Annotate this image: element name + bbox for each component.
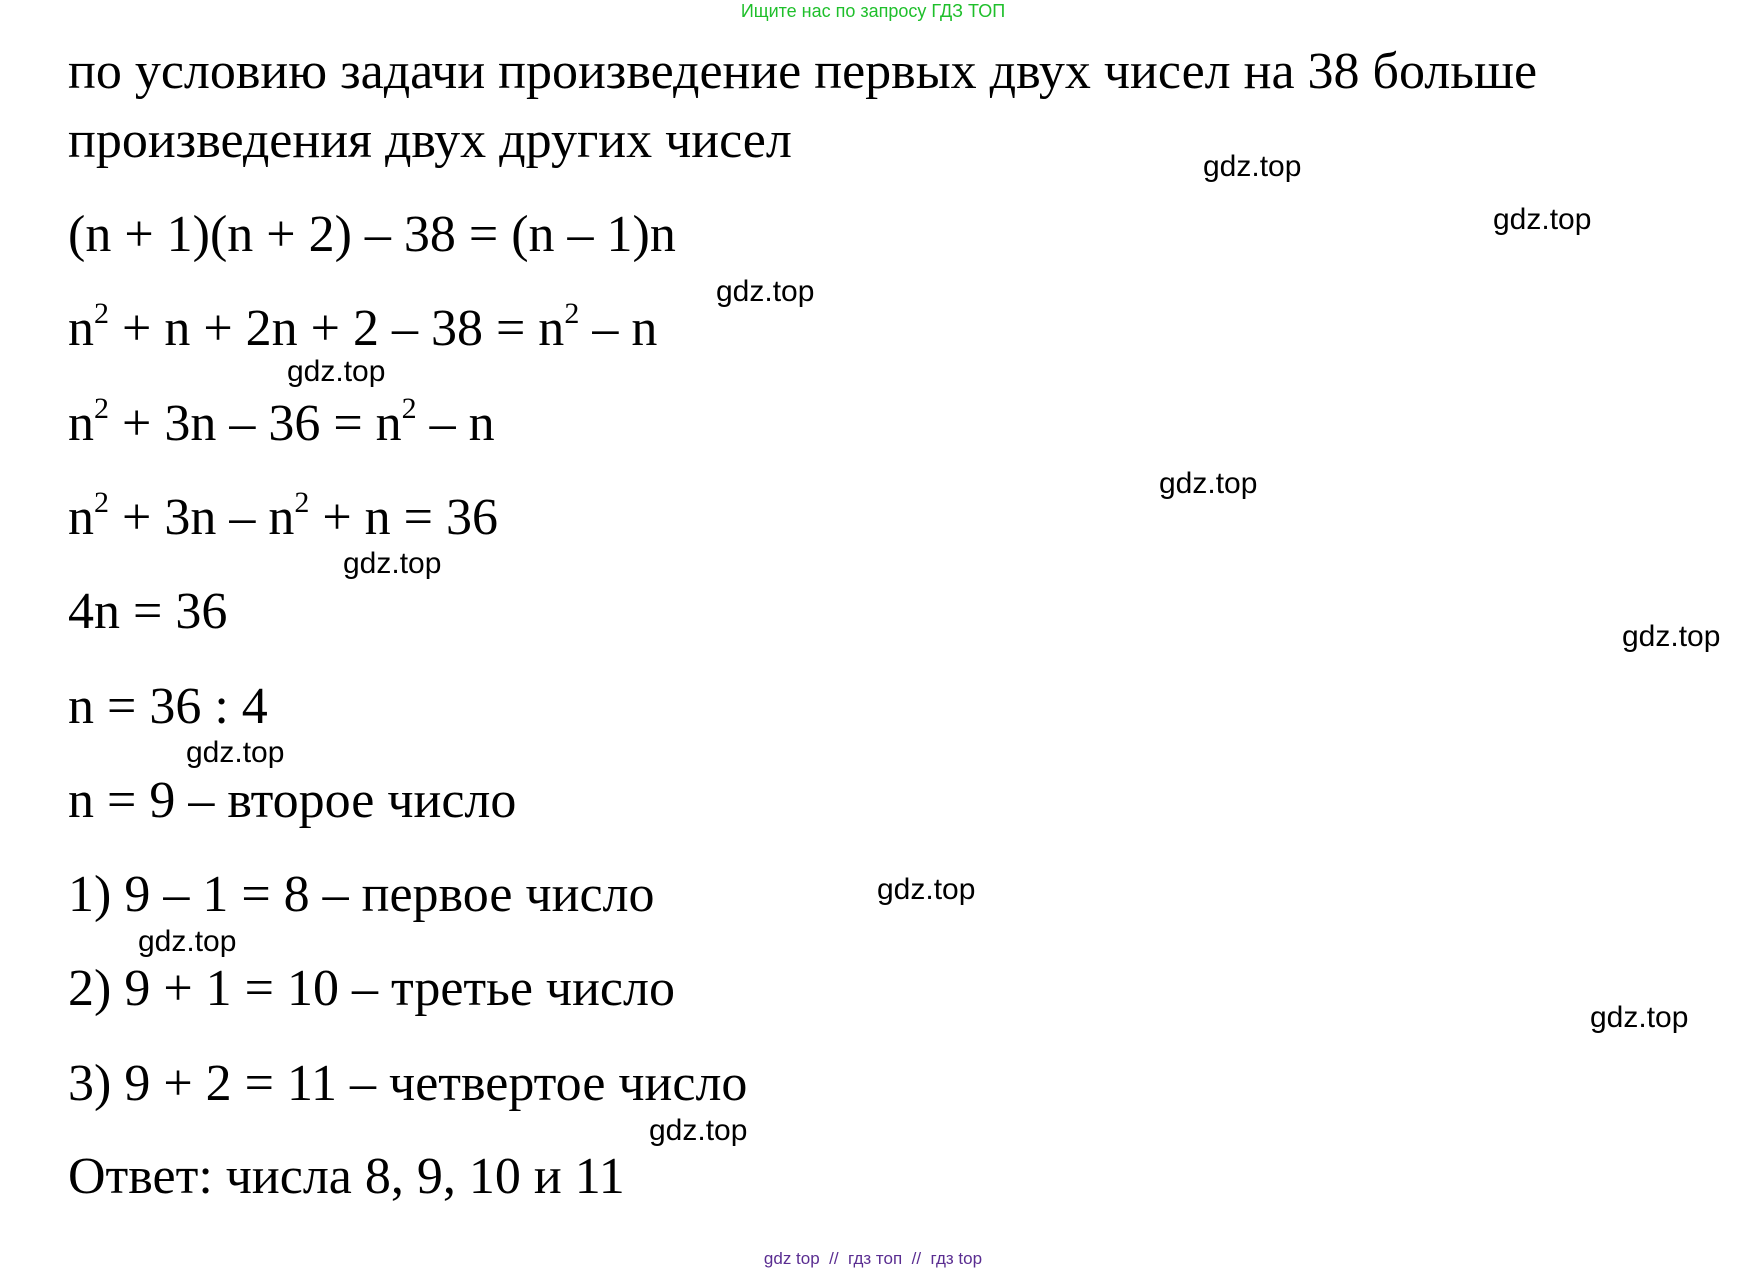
watermark: gdz.top (186, 736, 285, 769)
equation-1: (n + 1)(n + 2) – 38 = (n – 1)n (68, 206, 676, 263)
equation-2-exponent: 2 (94, 297, 109, 330)
search-hint-banner: Ищите нас по запросу ГДЗ ТОП (740, 1, 1006, 21)
equation-2-end: – n (579, 300, 658, 357)
step-2: 2) 9 + 1 = 10 – третье число (68, 960, 675, 1017)
watermark: gdz.top (1159, 467, 1258, 500)
equation-4-exponent: 2 (94, 486, 109, 519)
watermark: gdz.top (1203, 150, 1302, 183)
watermark: gdz.top (1493, 203, 1592, 236)
intro-line-2: произведения двух других чисел (68, 112, 792, 169)
equation-2-term: n (68, 300, 94, 357)
watermark: gdz.top (649, 1114, 748, 1147)
step-1: 1) 9 – 1 = 8 – первое число (68, 866, 655, 923)
equation-7: n = 9 – второе число (68, 772, 517, 829)
watermark: gdz.top (1622, 620, 1721, 653)
equation-2-exponent: 2 (564, 297, 580, 330)
equation-4-exponent: 2 (294, 486, 310, 519)
equation-2 (68, 298, 657, 360)
step-3: 3) 9 + 2 = 11 – четвертое число (68, 1055, 748, 1112)
footer-separator: // (911, 1249, 922, 1268)
equation-3-end: – n (416, 395, 495, 452)
equation-4-term: n (68, 489, 94, 546)
equation-4-middle: + 3n – n (109, 489, 295, 546)
equation-4 (68, 487, 498, 549)
footer-link-gdz-top-ru[interactable]: гдз топ (848, 1249, 903, 1268)
equation-6: n = 36 : 4 (68, 678, 268, 735)
footer-separator: // (829, 1249, 839, 1268)
equation-3-exponent: 2 (401, 392, 417, 425)
equation-5: 4n = 36 (68, 583, 228, 640)
footer-links (0, 1251, 1746, 1267)
watermark: gdz.top (716, 275, 815, 308)
watermark: gdz.top (343, 547, 442, 580)
intro-line-1: по условию задачи произведение первых двух чисел на 38 больше (68, 43, 1538, 100)
watermark: gdz.top (877, 873, 976, 906)
equation-3-exponent: 2 (94, 392, 109, 425)
footer-link-gdz-top[interactable]: gdz top (763, 1249, 820, 1268)
equation-2-middle: + n + 2n + 2 – 38 = n (109, 300, 565, 357)
equation-3 (68, 393, 495, 455)
footer-link-gdz-top-mixed[interactable]: гдз top (930, 1249, 983, 1268)
watermark: gdz.top (1590, 1001, 1689, 1034)
equation-3-middle: + 3n – 36 = n (109, 395, 402, 452)
watermark: gdz.top (287, 355, 386, 388)
answer-line: Ответ: числа 8, 9, 10 и 11 (68, 1148, 625, 1205)
equation-3-term: n (68, 395, 94, 452)
watermark: gdz.top (138, 925, 237, 958)
equation-4-end: + n = 36 (309, 489, 498, 546)
